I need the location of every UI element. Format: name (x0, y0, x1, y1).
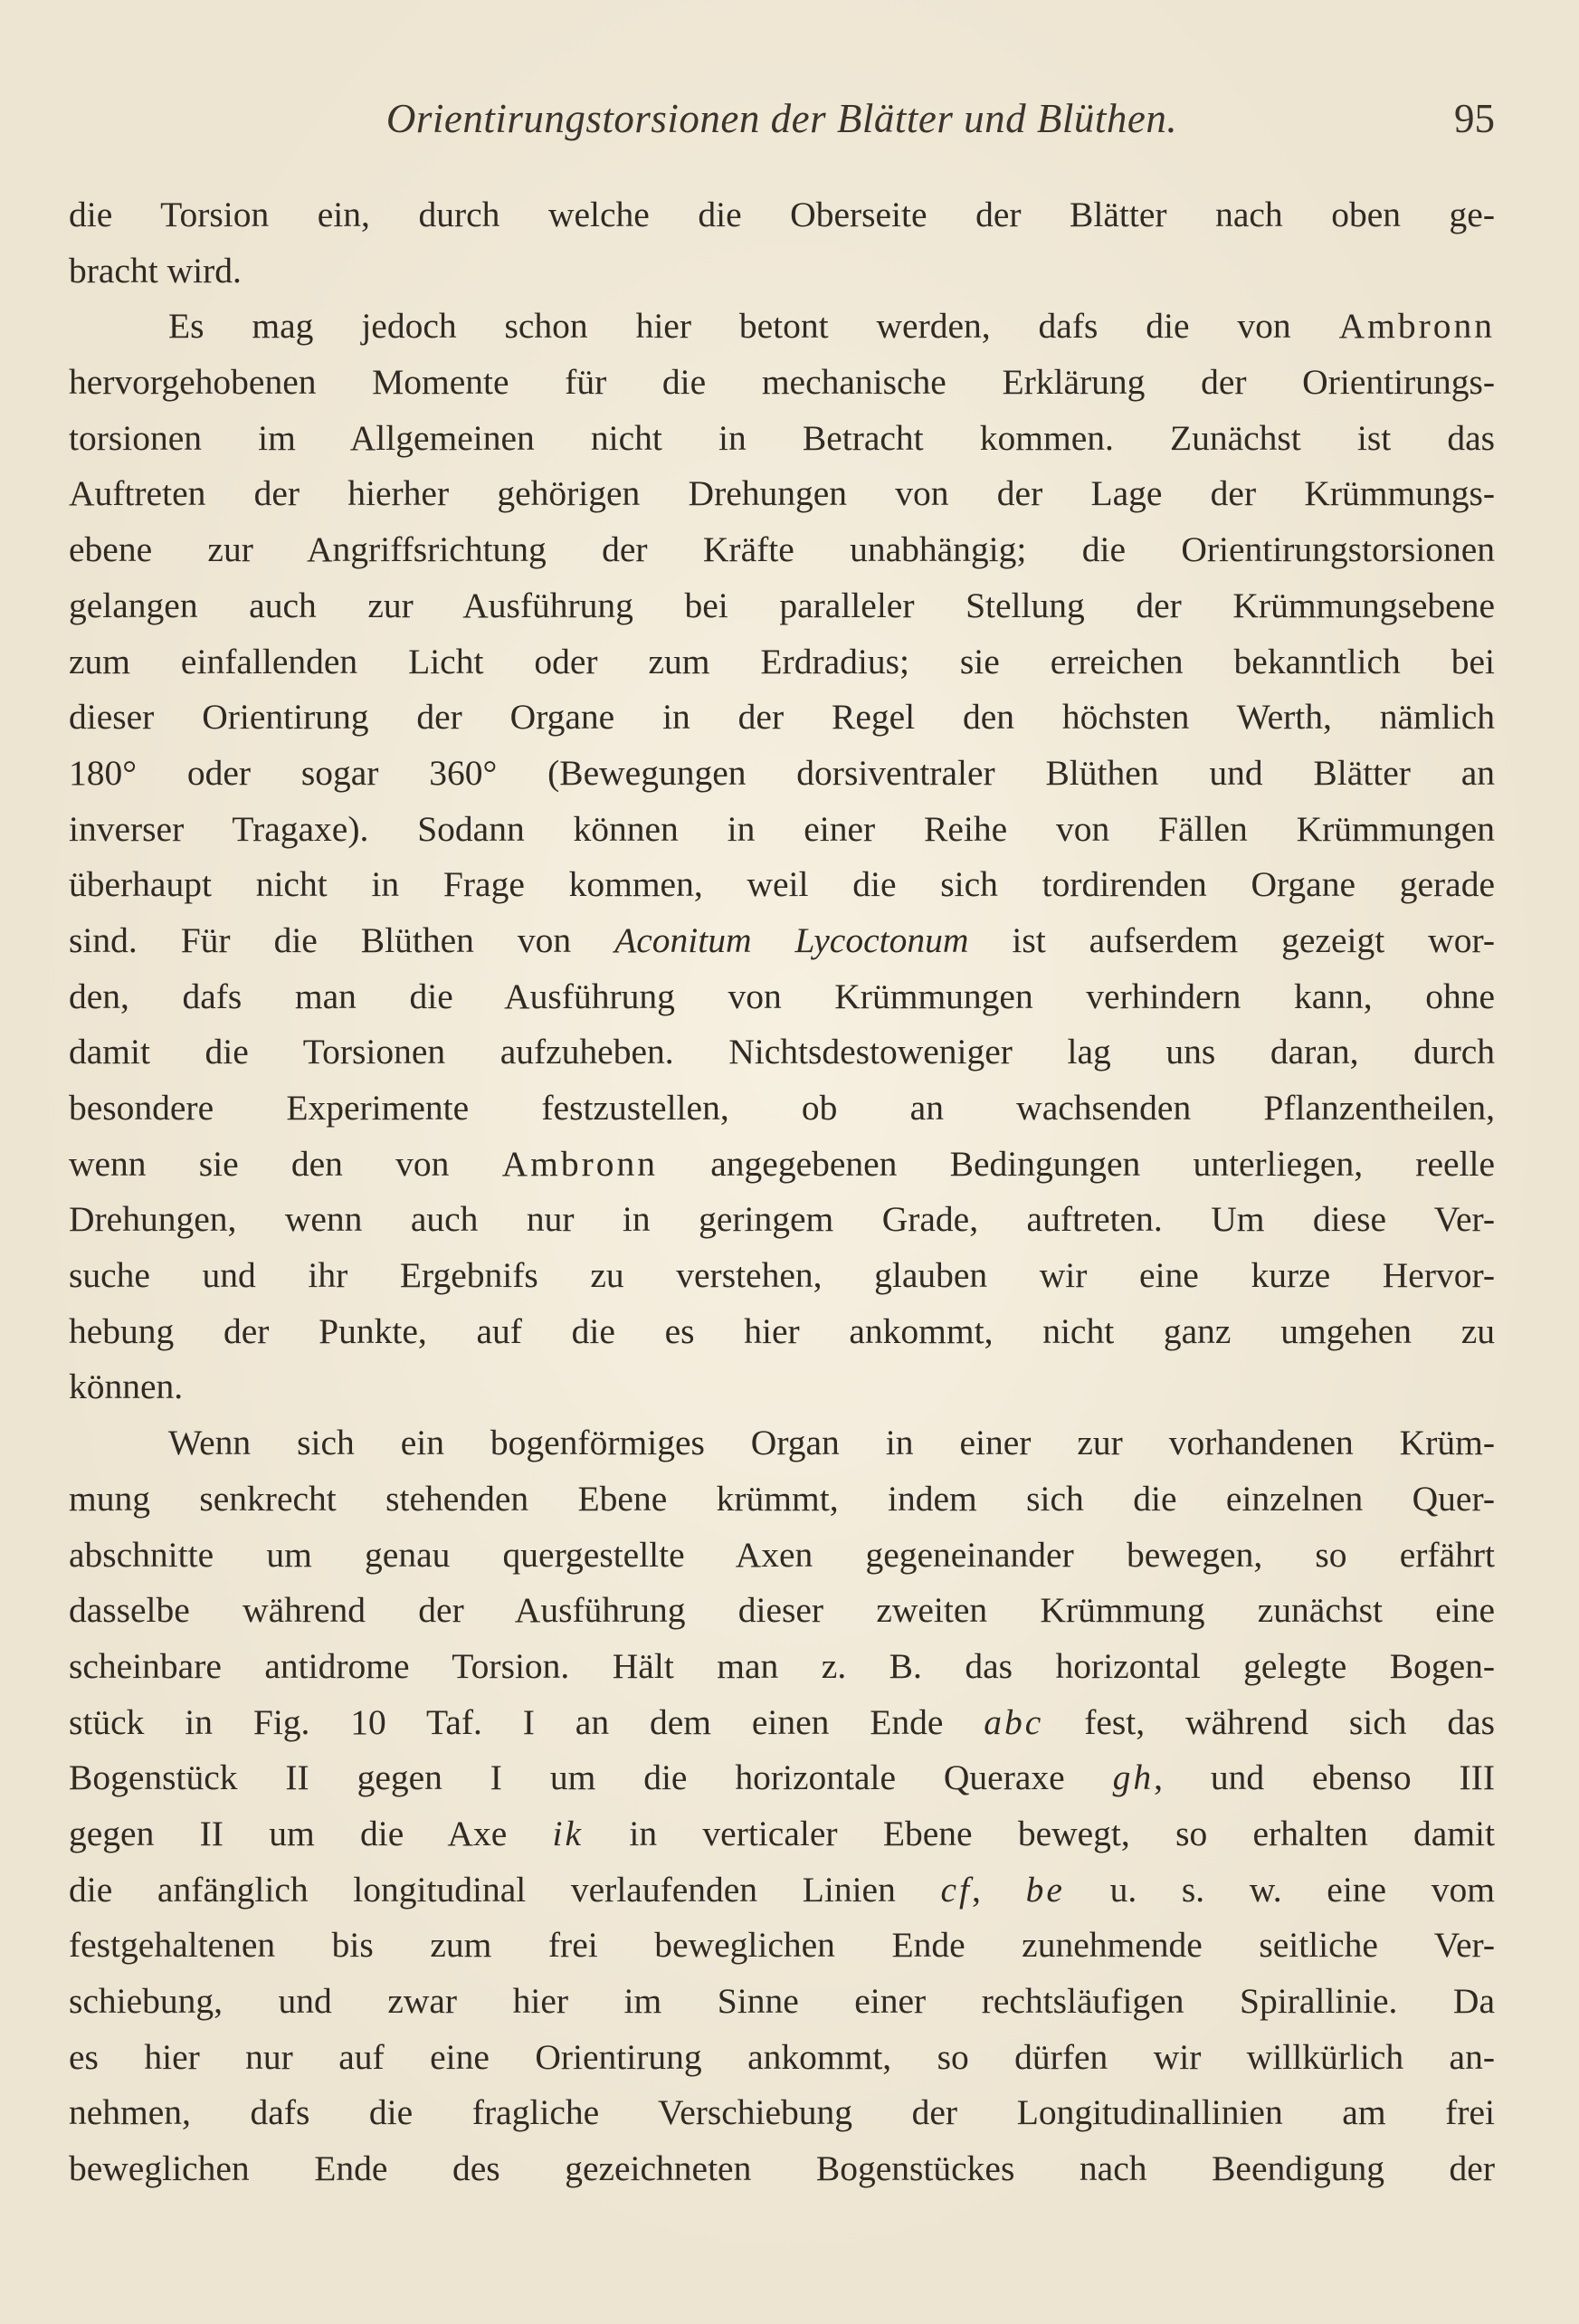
line-text: schiebung, und zwar hier im Sinne einer rechtsläufigen Spirallinie. Da (69, 1981, 1495, 2021)
line-text: ebene zur Angriffsrichtung der Kräfte unabhängig; die Orientirungstorsionen (69, 529, 1495, 570)
body-text (69, 187, 1495, 2197)
line-text: Wenn sich ein bogenförmiges Organ in einer zur vorhandenen Krüm- (168, 1423, 1495, 1463)
text-line (69, 1918, 1495, 1974)
line-text: u. s. w. eine vom (1064, 1869, 1495, 1910)
text-line (69, 1862, 1495, 1919)
text-line (69, 1024, 1495, 1081)
line-text: 180° oder sogar 360° (Bewegungen dorsiventraler Blüthen und Blätter an (69, 752, 1495, 793)
text-line (69, 1750, 1495, 1806)
line-text: mung senkrecht stehenden Ebene krümmt, indem sich die einzelnen Quer- (69, 1478, 1495, 1519)
line-text: ist aufserdem gezeigt wor- (968, 919, 1495, 960)
line-text: , und ebenso III (1154, 1757, 1495, 1798)
line-text: torsionen im Allgemeinen nicht in Betracht kommen. Zunächst ist das (69, 417, 1495, 458)
text-line (69, 1304, 1495, 1360)
line-text: stück in Fig. 10 Taf. I an dem einen Ende (69, 1701, 984, 1742)
text-line (69, 746, 1495, 802)
line-text: gegen II um die Axe (69, 1813, 553, 1853)
line-text: Es mag jedoch schon hier betont werden, dafs die von (168, 306, 1339, 347)
line-text: hebung der Punkte, auf die es hier ankommt, nicht ganz umgehen zu (69, 1310, 1495, 1351)
text-line (69, 1583, 1495, 1639)
text-line (69, 690, 1495, 746)
emphasized-text: be (1025, 1869, 1065, 1910)
emphasized-text: abc (984, 1701, 1044, 1742)
text-line (69, 2141, 1495, 2197)
line-text: die anfänglich longitudinal verlaufenden Linien (69, 1869, 941, 1910)
line-text: , (972, 1869, 1026, 1910)
emphasized-text: cf (940, 1869, 973, 1910)
text-line (69, 299, 1495, 355)
line-text: angegebenen Bedingungen unterliegen, reelle (658, 1143, 1496, 1184)
line-text: es hier nur auf eine Orientirung ankommt, so dürfen wir willkürlich an- (69, 2036, 1495, 2077)
line-text: nehmen, dafs die fragliche Verschiebung der Longitudinallinien am frei (69, 2092, 1495, 2133)
line-text: Drehungen, wenn auch nur in geringem Grade, auftreten. Um diese Ver- (69, 1199, 1495, 1240)
line-text: fest, während sich das (1043, 1701, 1496, 1742)
text-line (69, 857, 1495, 913)
text-line (69, 634, 1495, 691)
line-text: können. (69, 1367, 184, 1407)
text-line (69, 2085, 1495, 2141)
text-line (69, 1639, 1495, 1695)
text-line (69, 1806, 1495, 1862)
text-line (69, 522, 1495, 578)
text-line (69, 578, 1495, 634)
emphasized-text: Ambronn (1338, 306, 1495, 347)
line-text: scheinbare antidrome Torsion. Hält man z. B. das horizontal gelegte Bogen- (69, 1645, 1495, 1686)
text-line (69, 913, 1495, 969)
line-text: Auftreten der hierher gehörigen Drehungen von der Lage der Krümmungs- (69, 473, 1495, 514)
line-text: den, dafs man die Ausführung von Krümmungen verhindern kann, ohne (69, 976, 1495, 1016)
text-line (69, 355, 1495, 411)
text-line (69, 1081, 1495, 1137)
text-line (69, 1192, 1495, 1248)
text-line (69, 1137, 1495, 1193)
line-text: abschnitte um genau quergestellte Axen gegeneinander bewegen, so erfährt (69, 1534, 1495, 1575)
text-line (69, 1528, 1495, 1584)
line-text: festgehaltenen bis zum frei beweglichen Ende zunehmende seitliche Ver- (69, 1925, 1495, 1966)
line-text: wenn sie den von (69, 1143, 502, 1184)
running-title: Orientirungstorsionen der Blätter und Blüthen. (385, 96, 1178, 141)
line-text: in verticaler Ebene bewegt, so erhalten damit (584, 1813, 1495, 1853)
line-text: hervorgehobenen Momente für die mechanische Erklärung der Orientirungs- (69, 362, 1495, 403)
text-line (69, 243, 1495, 300)
emphasized-text: ik (552, 1813, 585, 1853)
text-line (69, 1359, 1495, 1415)
line-text: beweglichen Ende des gezeichneten Bogenstückes nach Beendigung der (69, 2148, 1495, 2189)
line-text: inverser Tragaxe). Sodann können in einer Reihe von Fällen Krümmungen (69, 808, 1495, 849)
emphasized-text: Ambronn (501, 1143, 659, 1184)
line-text: gelangen auch zur Ausführung bei paralleler Stellung der Krümmungsebene (69, 585, 1495, 625)
line-text: suche und ihr Ergebnifs zu verstehen, glauben wir eine kurze Hervor- (69, 1255, 1495, 1296)
text-line (69, 1974, 1495, 2030)
text-line (69, 802, 1495, 858)
page-number: 95 (1454, 96, 1495, 141)
text-line (69, 1695, 1495, 1751)
line-text: besondere Experimente festzustellen, ob an wachsenden Pflanzentheilen, (69, 1088, 1495, 1128)
running-head (69, 87, 1495, 150)
text-line (69, 2030, 1495, 2086)
line-text: Bogenstück II gegen I um die horizontale Queraxe (69, 1757, 1113, 1798)
line-text: bracht wird. (69, 250, 242, 290)
line-text: zum einfallenden Licht oder zum Erdradius; sie erreichen bekanntlich bei (69, 641, 1495, 681)
emphasized-text: Aconitum Lycoctonum (614, 919, 969, 960)
text-line (69, 466, 1495, 522)
text-line (69, 969, 1495, 1025)
text-line (69, 411, 1495, 467)
text-line (69, 187, 1495, 243)
text-line (69, 1472, 1495, 1528)
line-text: dasselbe während der Ausführung dieser zweiten Krümmung zunächst eine (69, 1590, 1495, 1631)
text-line (69, 1248, 1495, 1304)
line-text: überhaupt nicht in Frage kommen, weil die sich tordirenden Organe gerade (69, 864, 1495, 905)
line-text: sind. Für die Blüthen von (69, 919, 615, 960)
line-text: damit die Torsionen aufzuheben. Nichtsdestoweniger lag uns daran, durch (69, 1032, 1495, 1072)
line-text: die Torsion ein, durch welche die Oberseite der Blätter nach oben ge- (69, 195, 1495, 234)
emphasized-text: gh (1112, 1757, 1155, 1798)
text-line (69, 1415, 1495, 1472)
line-text: dieser Orientirung der Organe in der Regel den höchsten Werth, nämlich (69, 697, 1495, 738)
